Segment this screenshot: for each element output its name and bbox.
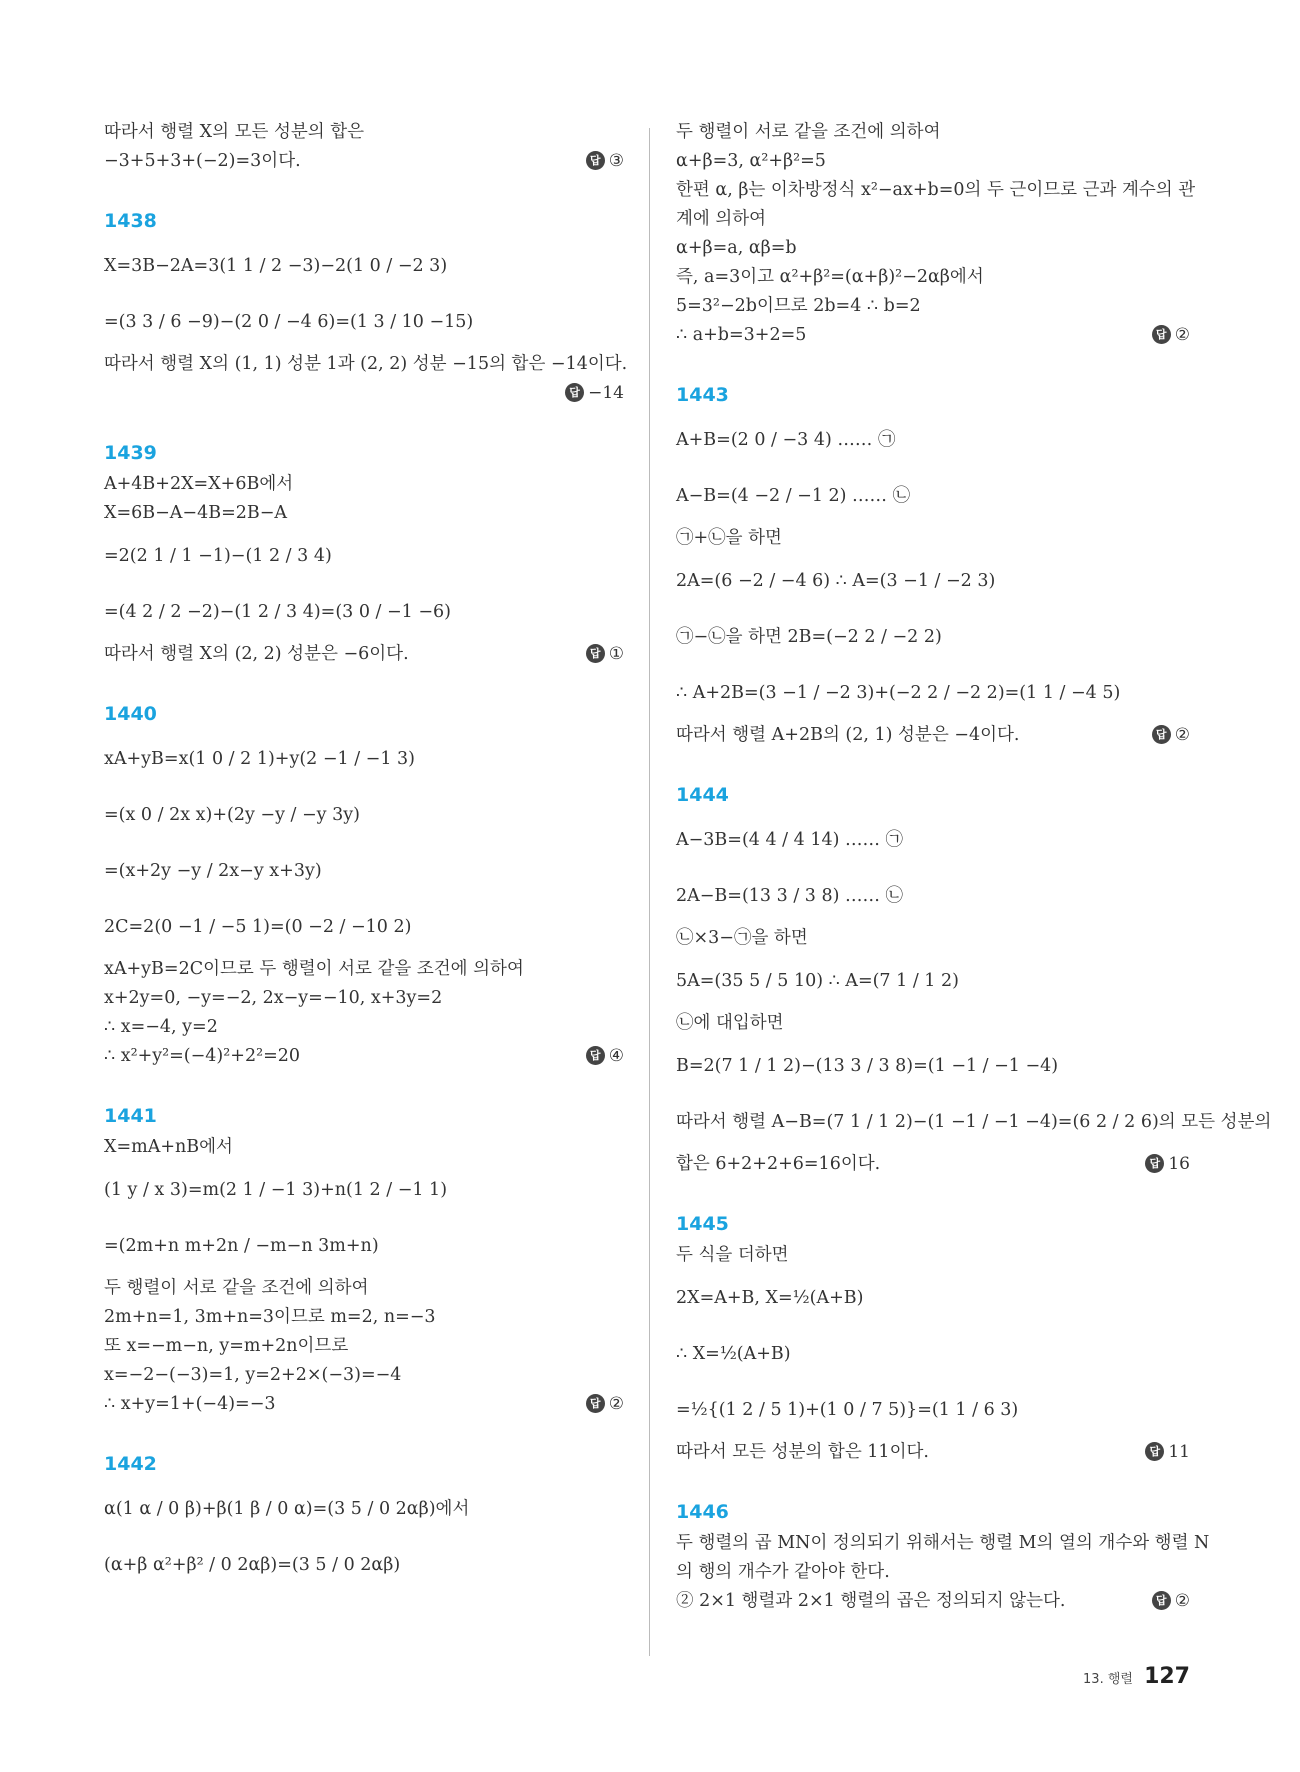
answer-badge-icon: 답 <box>586 1046 605 1065</box>
text-line <box>104 1274 624 1303</box>
text-line <box>104 1133 624 1162</box>
answer-value: 16 <box>1168 1154 1190 1174</box>
column-divider <box>649 128 650 1656</box>
line-text: ② 2×1 행렬과 2×1 행렬의 곱은 정의되지 않는다. <box>676 1591 1066 1611</box>
line-text: α(1 α / 0 β)+β(1 β / 0 α)=(3 5 / 0 2αβ)에서 <box>104 1499 470 1519</box>
answer-badge-icon: 답 <box>565 383 584 402</box>
text-line <box>104 955 624 984</box>
answer-value: ④ <box>608 1046 624 1066</box>
answer-badge-icon: 답 <box>1145 1154 1164 1173</box>
text-line <box>676 1587 1190 1616</box>
line-text: ㉡×3−㉠을 하면 <box>676 928 808 948</box>
line-text: 계에 의하여 <box>676 209 767 229</box>
line-text: A−B=(4 −2 / −1 2) …… ㉡ <box>676 486 911 506</box>
answer-value: 11 <box>1168 1442 1190 1462</box>
answer-mark <box>586 640 624 669</box>
line-text: =½{(1 2 / 5 1)+(1 0 / 7 5)}=(1 1 / 6 3) <box>676 1400 1019 1420</box>
equation-line <box>676 412 1190 468</box>
line-text: 따라서 행렬 A−B=(7 1 / 1 2)−(1 −1 / −1 −4)=(6 2 / 2 6)의 모든 성분의 <box>676 1112 1272 1132</box>
text-line <box>676 263 1190 292</box>
equation-line <box>104 584 624 640</box>
line-text: X=6B−A−4B=2B−A <box>104 503 288 523</box>
equation-line <box>104 1481 624 1537</box>
line-text: B=2(7 1 / 1 2)−(13 3 / 3 8)=(1 −1 / −1 −4) <box>676 1056 1059 1076</box>
line-text: ∴ A+2B=(3 −1 / −2 3)+(−2 2 / −2 2)=(1 1 / −4 5) <box>676 683 1121 703</box>
line-text: 따라서 모든 성분의 합은 11이다. <box>676 1442 929 1462</box>
line-text: 합은 6+2+2+6=16이다. <box>676 1154 881 1174</box>
equation-line <box>104 731 624 787</box>
text-line <box>104 1013 624 1042</box>
line-text: =2(2 1 / 1 −1)−(1 2 / 3 4) <box>104 546 332 566</box>
problem-number: 1446 <box>676 1501 729 1523</box>
line-text: 2C=2(0 −1 / −5 1)=(0 −2 / −10 2) <box>104 917 412 937</box>
text-line <box>104 350 628 379</box>
text-line <box>104 499 624 528</box>
problem-number: 1445 <box>676 1213 729 1235</box>
answer-badge-icon: 답 <box>1152 325 1171 344</box>
line-text: xA+yB=x(1 0 / 2 1)+y(2 −1 / −1 3) <box>104 749 416 769</box>
line-text: (1 y / x 3)=m(2 1 / −1 3)+n(1 2 / −1 1) <box>104 1180 448 1200</box>
line-text: A+4B+2X=X+6B에서 <box>104 474 294 494</box>
line-text: A+B=(2 0 / −3 4) …… ㉠ <box>676 430 896 450</box>
problem-number: 1441 <box>104 1105 157 1127</box>
answer-badge-icon: 답 <box>586 1394 605 1413</box>
equation-line <box>104 1537 624 1593</box>
text-line <box>676 1529 1210 1558</box>
equation-line <box>676 868 1190 924</box>
line-text: =(4 2 / 2 −2)−(1 2 / 3 4)=(3 0 / −1 −6) <box>104 602 451 622</box>
equation-line <box>676 1038 1190 1094</box>
equation-line <box>676 1270 1190 1326</box>
line-text: ∴ x=−4, y=2 <box>104 1017 218 1037</box>
problem-number: 1440 <box>104 703 157 725</box>
line-text: 따라서 행렬 X의 모든 성분의 합은 <box>104 122 365 142</box>
line-text: A−3B=(4 4 / 4 14) …… ㉠ <box>676 830 904 850</box>
answer-value: ② <box>1174 1591 1190 1611</box>
line-text: x+2y=0, −y=−2, 2x−y=−10, x+3y=2 <box>104 988 443 1008</box>
line-text: =(x 0 / 2x x)+(2y −y / −y 3y) <box>104 805 360 825</box>
problem-number: 1443 <box>676 384 729 406</box>
equation-line <box>104 843 624 899</box>
text-line <box>676 721 1190 750</box>
equation-line <box>676 553 1190 609</box>
answer-mark <box>1152 1587 1190 1616</box>
text-line <box>104 118 624 147</box>
line-text: =(3 3 / 6 −9)−(2 0 / −4 6)=(1 3 / 10 −15) <box>104 312 474 332</box>
equation-line <box>104 238 624 294</box>
problem-number: 1438 <box>104 210 157 232</box>
line-text: −3+5+3+(−2)=3이다. <box>104 151 301 171</box>
answer-badge-icon: 답 <box>586 644 605 663</box>
answer-badge-icon: 답 <box>586 151 605 170</box>
text-line <box>104 470 624 499</box>
line-text: 5=3²−2b이므로 2b=4 ∴ b=2 <box>676 296 921 316</box>
line-text: X=mA+nB에서 <box>104 1137 233 1157</box>
chapter-label: 13. 행렬 <box>1083 1672 1133 1687</box>
text-line <box>676 321 1190 350</box>
answer-badge-icon: 답 <box>1152 725 1171 744</box>
equation-line <box>676 812 1190 868</box>
text-line <box>676 176 1196 205</box>
left-column <box>104 118 628 1593</box>
text-line <box>104 147 624 176</box>
equation-line <box>676 953 1190 1009</box>
text-line <box>676 147 1190 176</box>
line-text: 따라서 행렬 X의 (1, 1) 성분 1과 (2, 2) 성분 −15의 합은 −14이다. <box>104 354 628 374</box>
line-text: 2X=A+B, X=½(A+B) <box>676 1288 864 1308</box>
answer-mark <box>1152 321 1190 350</box>
answer-value: ③ <box>608 151 624 171</box>
line-text: x=−2−(−3)=1, y=2+2×(−3)=−4 <box>104 1365 402 1385</box>
answer-mark <box>1145 1150 1190 1179</box>
line-text: 한편 α, β는 이차방정식 x²−ax+b=0의 두 근이므로 근과 계수의 관 <box>676 180 1196 200</box>
line-text: (α+β α²+β² / 0 2αβ)=(3 5 / 0 2αβ) <box>104 1555 401 1575</box>
line-text: ㉡에 대입하면 <box>676 1013 784 1033</box>
equation-line <box>676 468 1190 524</box>
right-column <box>676 118 1272 1616</box>
answer-value: −14 <box>588 383 624 403</box>
text-line <box>104 984 624 1013</box>
equation-line <box>104 787 624 843</box>
answer-value: ② <box>1174 725 1190 745</box>
text-line <box>676 1150 1190 1179</box>
text-line <box>104 1042 624 1071</box>
equation-line <box>676 609 1190 665</box>
text-line <box>676 1438 1190 1467</box>
line-text: =(x+2y −y / 2x−y x+3y) <box>104 861 322 881</box>
answer-value: ① <box>608 644 624 664</box>
text-line <box>676 118 1190 147</box>
equation-line <box>104 528 624 584</box>
text-line <box>676 234 1190 263</box>
line-text: ∴ X=½(A+B) <box>676 1344 791 1364</box>
text-line <box>676 524 1190 553</box>
problem-number: 1442 <box>104 1453 157 1475</box>
line-text: 2m+n=1, 3m+n=3이므로 m=2, n=−3 <box>104 1307 436 1327</box>
answer-mark <box>565 379 624 408</box>
line-text: =(2m+n m+2n / −m−n 3m+n) <box>104 1236 379 1256</box>
line-text: ㉠−㉡을 하면 2B=(−2 2 / −2 2) <box>676 627 942 647</box>
equation-line <box>676 665 1190 721</box>
answer-mark <box>586 1042 624 1071</box>
line-text: 따라서 행렬 X의 (2, 2) 성분은 −6이다. <box>104 644 409 664</box>
text-line <box>104 1332 624 1361</box>
line-text: ㉠+㉡을 하면 <box>676 528 782 548</box>
answer-value: ② <box>1174 325 1190 345</box>
equation-line <box>104 1162 624 1218</box>
answer-badge-icon: 답 <box>1145 1442 1164 1461</box>
line-text: ∴ x+y=1+(−4)=−3 <box>104 1394 276 1414</box>
equation-line <box>104 899 624 955</box>
equation-line <box>676 1326 1190 1382</box>
equation-line <box>676 1382 1190 1438</box>
text-line <box>676 1009 1190 1038</box>
line-text: 따라서 행렬 A+2B의 (2, 1) 성분은 −4이다. <box>676 725 1020 745</box>
problem-number: 1439 <box>104 442 157 464</box>
text-line <box>104 1303 624 1332</box>
page-footer <box>1083 1662 1190 1692</box>
page-number: 127 <box>1144 1664 1190 1689</box>
equation-line <box>104 294 624 350</box>
text-line <box>676 292 1190 321</box>
line-text: 또 x=−m−n, y=m+2n이므로 <box>104 1336 349 1356</box>
line-text: 두 행렬이 서로 같을 조건에 의하여 <box>676 122 941 142</box>
equation-line <box>676 1094 1272 1150</box>
text-line <box>676 205 1190 234</box>
line-text: ∴ a+b=3+2=5 <box>676 325 807 345</box>
text-line <box>104 1390 624 1419</box>
line-text: 두 식을 더하면 <box>676 1245 789 1265</box>
text-line <box>676 1558 1190 1587</box>
answer-mark <box>1152 721 1190 750</box>
answer-mark <box>1145 1438 1190 1467</box>
line-text: 의 행의 개수가 같아야 한다. <box>676 1562 890 1582</box>
line-text: 두 행렬의 곱 MN이 정의되기 위해서는 행렬 M의 열의 개수와 행렬 N <box>676 1533 1210 1553</box>
answer-mark <box>586 1390 624 1419</box>
line-text: ∴ x²+y²=(−4)²+2²=20 <box>104 1046 301 1066</box>
text-line <box>676 924 1190 953</box>
line-text: 즉, a=3이고 α²+β²=(α+β)²−2αβ에서 <box>676 267 984 287</box>
answer-badge-icon: 답 <box>1152 1591 1171 1610</box>
text-line <box>104 379 624 408</box>
line-text: 2A−B=(13 3 / 3 8) …… ㉡ <box>676 886 904 906</box>
equation-line <box>104 1218 624 1274</box>
line-text: α+β=3, α²+β²=5 <box>676 151 826 171</box>
text-line <box>676 1241 1190 1270</box>
answer-mark <box>586 147 624 176</box>
line-text: X=3B−2A=3(1 1 / 2 −3)−2(1 0 / −2 3) <box>104 256 448 276</box>
line-text: 두 행렬이 서로 같을 조건에 의하여 <box>104 1278 369 1298</box>
text-line <box>104 1361 624 1390</box>
line-text: xA+yB=2C이므로 두 행렬이 서로 같을 조건에 의하여 <box>104 959 524 979</box>
line-text: 5A=(35 5 / 5 10) ∴ A=(7 1 / 1 2) <box>676 971 959 991</box>
line-text: 2A=(6 −2 / −4 6) ∴ A=(3 −1 / −2 3) <box>676 571 996 591</box>
text-line <box>104 640 624 669</box>
problem-number: 1444 <box>676 784 729 806</box>
line-text: α+β=a, αβ=b <box>676 238 797 258</box>
answer-value: ② <box>608 1394 624 1414</box>
